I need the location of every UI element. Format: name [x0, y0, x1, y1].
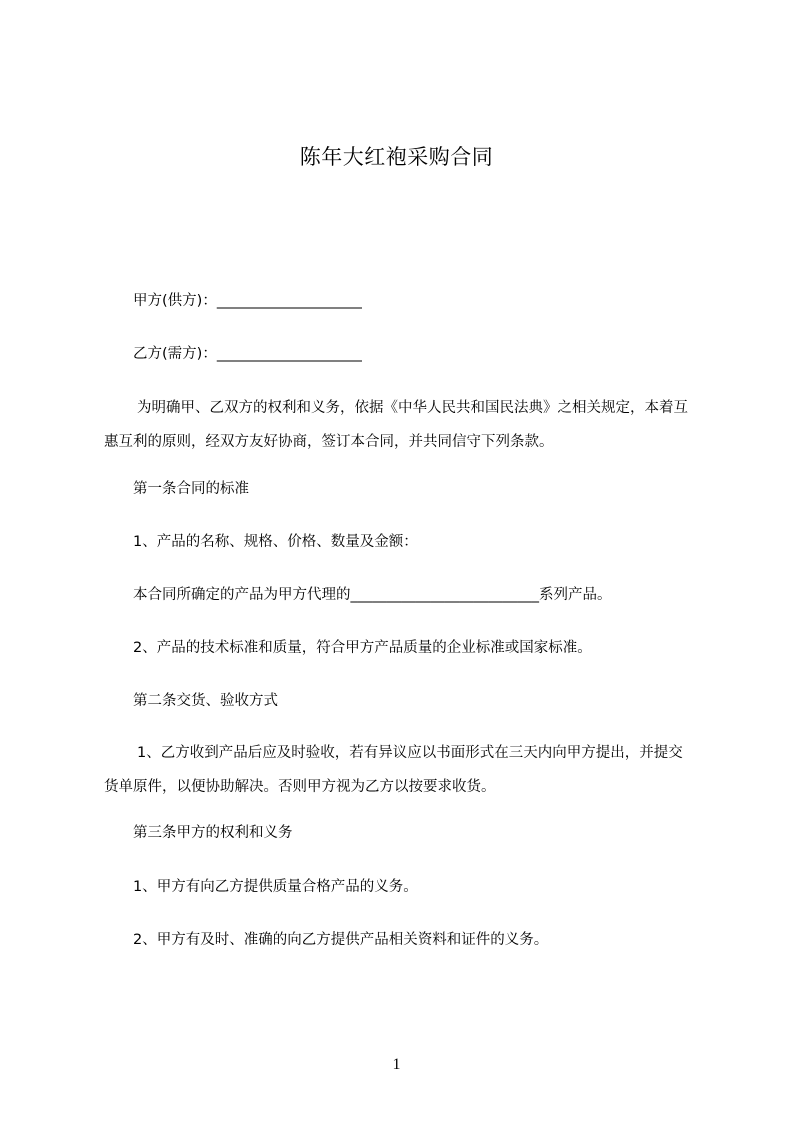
article-1-heading: 第一条合同的标准 — [133, 481, 249, 497]
article-2-item-1: 1、乙方收到产品后应及时验收，若有异议应以书面形式在三天内向甲方提出，并提交货单原件，以便协助解决。否则甲方视为乙方以按要求收货。 — [104, 745, 683, 795]
intro-paragraph: 为明确甲、乙双方的权利和义务，依据《中华人民共和国民法典》之相关规定，本着互惠互利的原则，经双方友好协商，签订本合同，并共同信守下列条款。 — [104, 400, 688, 450]
article-3-item-2: 2、甲方有及时、准确的向乙方提供产品相关资料和证件的义务。 — [133, 932, 549, 948]
contract-title: 陈年大红袍采购合同 — [299, 145, 494, 169]
article-1-item-2: 2、产品的技术标准和质量，符合甲方产品质量的企业标准或国家标准。 — [133, 640, 592, 656]
page-number: 1 — [392, 1056, 401, 1073]
article-1-item-1: 1、产品的名称、规格、价格、数量及金额： — [133, 534, 418, 550]
party-b-line: 乙方(需方)：____________________ — [133, 346, 362, 362]
article-3-item-1: 1、甲方有向乙方提供质量合格产品的义务。 — [133, 879, 418, 895]
article-2-heading: 第二条交货、验收方式 — [133, 693, 278, 709]
article-3-heading: 第三条甲方的权利和义务 — [133, 825, 293, 841]
article-1-item-1-detail: 本合同所确定的产品为甲方代理的__________________________系列产品。 — [133, 587, 612, 603]
party-a-line: 甲方(供方)：____________________ — [133, 293, 362, 309]
